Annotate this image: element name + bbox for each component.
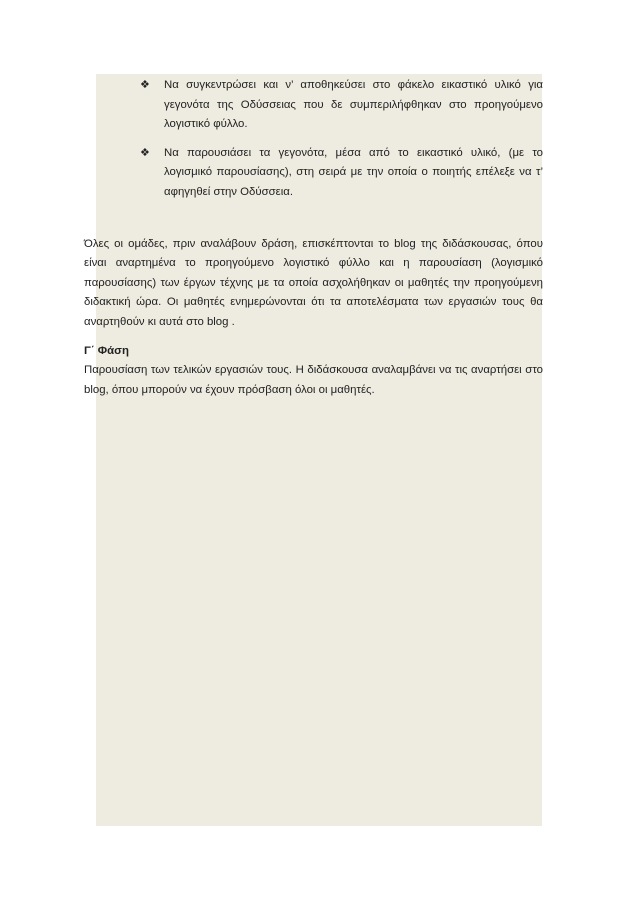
document-body bbox=[84, 76, 543, 400]
section-heading-phase-c: Γ΄ Φάση bbox=[84, 344, 129, 357]
bullet-text: Να παρουσιάσει τα γεγονότα, μέσα από το εικαστικό υλικό, (με το λογισμικό παρουσίασης), στη σειρά με την οποία ο ποιητής επέλεξε να τ’ αφηγηθεί στην Οδύσσεια. bbox=[164, 146, 543, 198]
four-diamond-bullet-icon: ❖ bbox=[140, 79, 150, 91]
spacer bbox=[84, 212, 543, 235]
paragraph-final-presentation: Παρουσίαση των τελικών εργασιών τους. Η διδάσκουσα αναλαμβάνει να τις αναρτήσει στο blog, όπου μπορούν να έχουν πρόσβαση όλοι οι μαθητές. bbox=[84, 364, 543, 396]
bullet-text: Να συγκεντρώσει και ν’ αποθηκεύσει στο φάκελο εικαστικό υλικό για γεγονότα της Οδύσσειας που δε συμπεριλήφθηκαν στο προηγούμενο λογιστικό φύλλο. bbox=[164, 79, 543, 131]
four-diamond-bullet-icon: ❖ bbox=[140, 146, 150, 159]
bullet-item bbox=[140, 76, 543, 135]
paragraph-groups-visit-blog: Όλες οι ομάδες, πριν αναλάβουν δράση, επισκέπτονται το blog της διδάσκουσας, όπου είναι αναρτημένα το προηγούμενο λογιστικό φύλλο και η παρουσίαση (λογισμικό παρουσίασης) των έργων τέχνης με τα οποία ασχολήθηκαν οι μαθητές την προηγούμενη διδακτική ώρα. Οι μαθητές ενημερώνονται ότι τα αποτελέσματα των εργασιών τους θα αναρτηθούν κι αυτά στο blog . bbox=[84, 237, 543, 328]
bullet-item bbox=[140, 144, 543, 203]
